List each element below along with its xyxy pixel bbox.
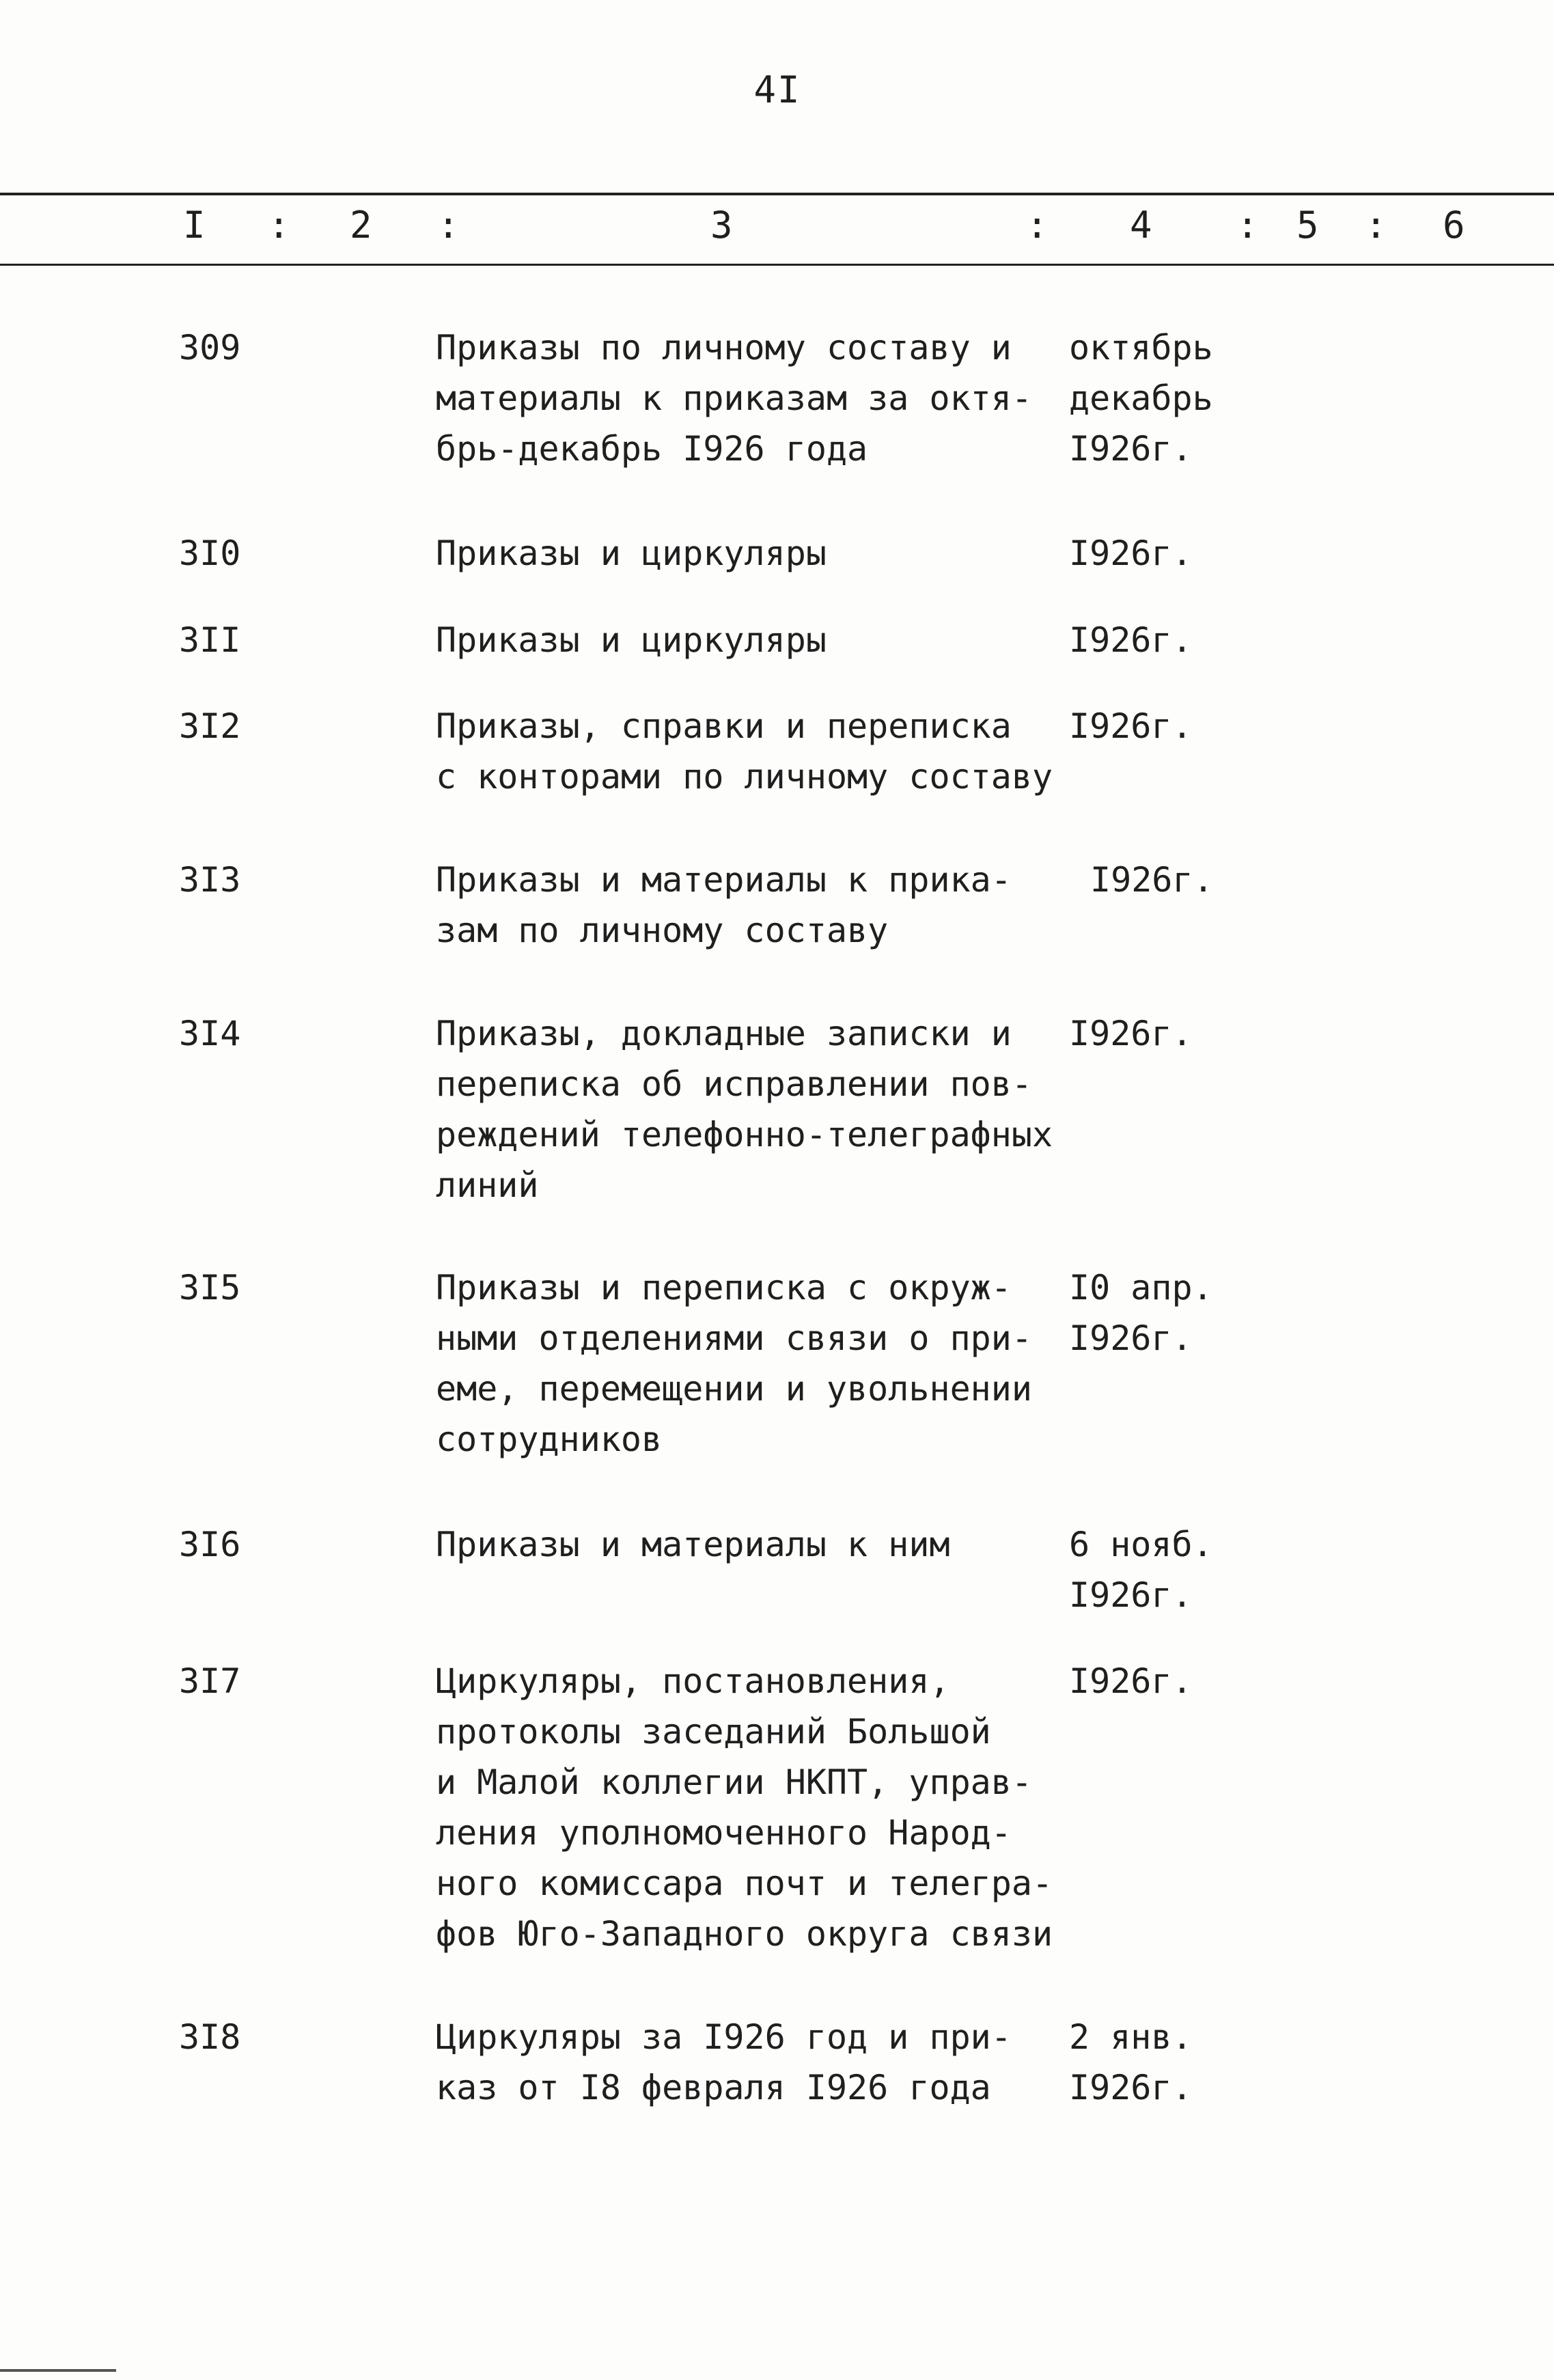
column-3-header: 3 bbox=[710, 204, 733, 247]
record-date: 6 нояб. I926г. bbox=[1069, 1525, 1213, 1615]
record-number: 3I3 bbox=[179, 860, 241, 900]
column-separator: : bbox=[1236, 204, 1259, 247]
record-date: I926г. bbox=[1069, 1014, 1193, 1053]
record-title: Приказы и материалы к ним bbox=[436, 1525, 950, 1564]
column-separator: : bbox=[437, 204, 460, 247]
table-header-bottom-rule bbox=[0, 264, 1554, 266]
table-header-top-rule bbox=[0, 193, 1554, 195]
record-number: 309 bbox=[179, 328, 241, 368]
column-1-header: I bbox=[183, 204, 206, 247]
record-number: 3I8 bbox=[179, 2017, 241, 2057]
page-edge-mark bbox=[0, 2369, 116, 2372]
record-title: Приказы и циркуляры bbox=[436, 534, 827, 573]
record-number: 3I5 bbox=[179, 1268, 241, 1307]
record-date: I0 апр. I926г. bbox=[1069, 1268, 1213, 1358]
record-date: октябрь декабрь I926г. bbox=[1069, 328, 1213, 469]
record-date: 2 янв. I926г. bbox=[1069, 2017, 1193, 2107]
record-title: Приказы, справки и переписка с конторами по личному составу bbox=[436, 706, 1053, 797]
record-number: 3II bbox=[179, 620, 241, 660]
record-title: Циркуляры, постановления, протоколы заседаний Большой и Малой коллегии НКПТ, управ- ления уполномоченного Народ- ного комиссара почт и телегра- фов Юго-Западного округа связи bbox=[436, 1661, 1053, 1954]
record-number: 3I4 bbox=[179, 1014, 241, 1053]
record-date: I926г. bbox=[1069, 1661, 1193, 1701]
column-4-header: 4 bbox=[1130, 204, 1152, 247]
record-number: 3I7 bbox=[179, 1661, 241, 1701]
record-number: 3I6 bbox=[179, 1525, 241, 1564]
record-date: I926г. bbox=[1069, 620, 1193, 660]
record-date: I926г. bbox=[1069, 534, 1193, 573]
page-number: 4I bbox=[753, 68, 801, 111]
record-number: 3I0 bbox=[179, 534, 241, 573]
record-title: Приказы и материалы к прика- зам по личному составу bbox=[436, 860, 1012, 950]
record-title: Циркуляры за I926 год и при- каз от I8 февраля I926 года bbox=[436, 2017, 1012, 2107]
column-separator: : bbox=[1026, 204, 1049, 247]
record-date: I926г. bbox=[1069, 706, 1193, 746]
record-title: Приказы и переписка с окруж- ными отделениями связи о при- еме, перемещении и увольнении сотрудников bbox=[436, 1268, 1032, 1459]
record-date: I926г. bbox=[1090, 860, 1214, 900]
column-5-header: 5 bbox=[1296, 204, 1319, 247]
record-number: 3I2 bbox=[179, 706, 241, 746]
column-separator: : bbox=[1365, 204, 1387, 247]
record-title: Приказы и циркуляры bbox=[436, 620, 827, 660]
column-6-header: 6 bbox=[1443, 204, 1465, 247]
column-separator: : bbox=[268, 204, 290, 247]
record-title: Приказы, докладные записки и переписка об исправлении пов- реждений телефонно-телеграфных линий bbox=[436, 1014, 1053, 1205]
record-title: Приказы по личному составу и материалы к приказам за октя- брь-декабрь I926 года bbox=[436, 328, 1032, 469]
column-2-header: 2 bbox=[350, 204, 372, 247]
